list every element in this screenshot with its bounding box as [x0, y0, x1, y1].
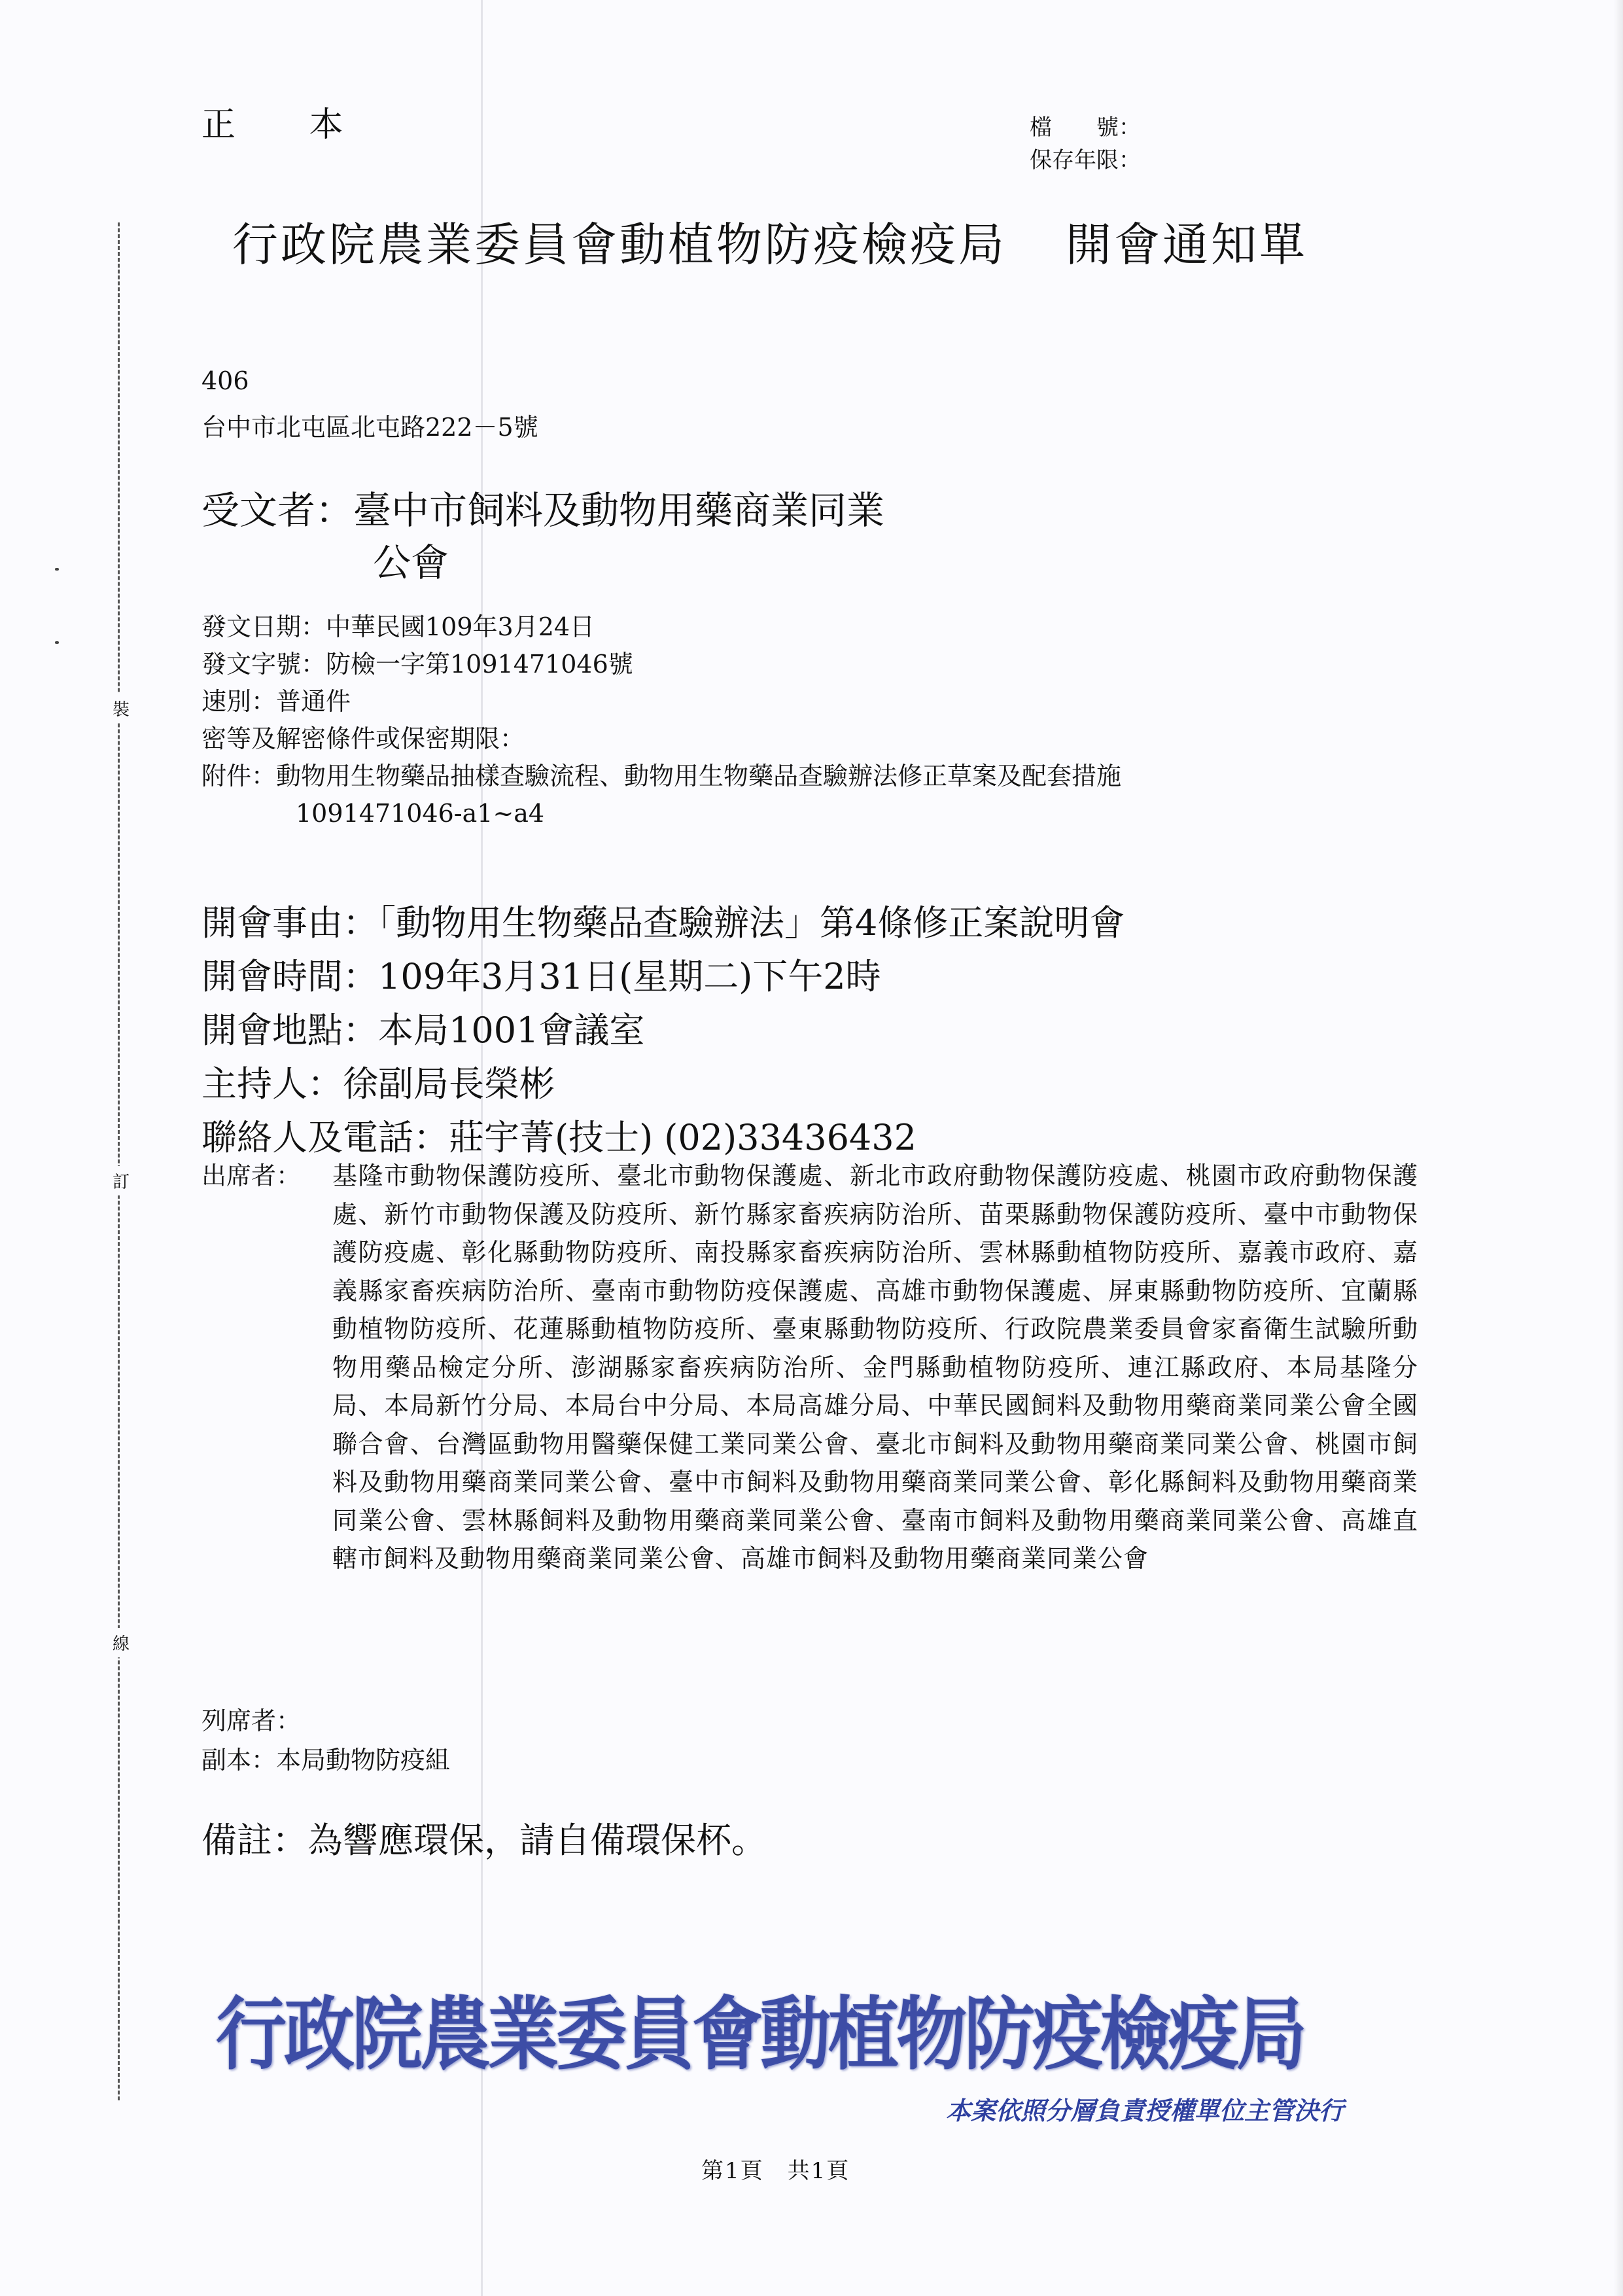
carbon-copy: 副本：本局動物防疫組 [201, 1746, 451, 1775]
meeting-contact: 聯絡人及電話：莊宇菁(技士) (02)33436432 [201, 1117, 916, 1158]
delegation-stamp: 本案依照分層負責授權單位主管決行 [946, 2096, 1344, 2125]
meeting-details [201, 896, 1125, 1165]
recipient-address: 台中市北屯區北屯路222－5號 [201, 413, 538, 442]
meeting-time: 開會時間：109年3月31日(星期二)下午2時 [201, 956, 881, 997]
attachment: 附件：動物用生物藥品抽樣查驗流程、動物用生物藥品查驗辦法修正草案及配套措施 [201, 762, 1122, 790]
meeting-place: 開會地點：本局1001會議室 [201, 1010, 645, 1051]
file-info [1030, 111, 1141, 177]
paper-edge-shadow [1614, 0, 1623, 2296]
document-title [232, 208, 1308, 274]
meeting-reason: 開會事由：「動物用生物藥品查驗辦法」第4條修正案說明會 [201, 902, 1125, 944]
agency-seal-stamp: 行政院農業委員會動植物防疫檢疫局 [216, 1989, 1305, 2081]
recipient-block [201, 484, 1052, 589]
attendees-label: 出席者： [201, 1161, 302, 1190]
document-type: 開會通知單 [1066, 218, 1308, 272]
page-number: 第1頁 共1頁 [701, 2158, 850, 2184]
binding-line [118, 222, 120, 2100]
binding-mark-ding: 訂 [113, 1166, 130, 1195]
delivery-speed: 速別：普通件 [201, 687, 351, 716]
meeting-chair: 主持人：徐副局長榮彬 [201, 1063, 555, 1104]
agency-name: 行政院農業委員會動植物防疫檢疫局 [232, 218, 1007, 272]
postal-code: 406 [201, 366, 249, 395]
paper-speck [55, 641, 59, 644]
issue-date: 發文日期：中華民國109年3月24日 [201, 612, 595, 641]
attendees [201, 1157, 1431, 1578]
attachment-code: 1091471046-a1~a4 [296, 799, 545, 828]
binding-mark-xian: 線 [113, 1628, 130, 1657]
file-number-label: 檔 號： [1030, 115, 1141, 141]
paper-speck [55, 568, 59, 571]
retention-period-label: 保存年限： [1030, 147, 1141, 173]
document-number: 發文字號：防檢一字第1091471046號 [201, 650, 633, 679]
binding-mark-zhuang: 裝 [113, 694, 130, 723]
recipient-line-2: 公會 [373, 540, 449, 585]
document-meta [201, 609, 1121, 832]
secrecy-level: 密等及解密條件或保密期限： [201, 724, 525, 753]
recipient-line-1: 受文者：臺中市飼料及動物用藥商業同業 [201, 488, 885, 533]
remark: 備註：為響應環保，請自備環保杯。 [201, 1820, 767, 1861]
attendees-list: 基隆市動物保護防疫所、臺北市動物保護處、新北市政府動物保護防疫處、桃園市政府動物保護處、新竹市動物保護及防疫所、新竹縣家畜疾病防治所、苗栗縣動物保護防疫所、臺中市動物保護防疫處、彰化縣動物防疫所、南投縣家畜疾病防治所、雲林縣動植物防疫所、嘉義市政府、嘉義縣家畜疾病防治所、臺南市動物防疫保護處、高雄市動物保護處、屏東縣動物防疫所、宜蘭縣動植物防疫所、花蓮縣動植物防疫所、臺東縣動物防疫所、行政院農業委員會家畜衛生試驗所動物用藥品檢定分所、澎湖縣家畜疾病防治所、金門縣動植物防疫所、連江縣政府、本局基隆分局、本局新竹分局、本局台中分局、本局高雄分局、中華民國飼料及動物用藥商業同業公會全國聯合會、台灣區動物用醫藥保健工業同業公會、臺北市飼料及動物用藥商業同業公會、桃園市飼料及動物用藥商業同業公會、臺中市飼料及動物用藥商業同業公會、彰化縣飼料及動物用藥商業同業公會、雲林縣飼料及動物用藥商業同業公會、臺南市飼料及動物用藥商業同業公會、高雄直轄市飼料及動物用藥商業同業公會、高雄市飼料及動物用藥商業同業公會 [332, 1161, 1418, 1573]
original-copy-mark: 正 本 [201, 105, 375, 145]
distribution [201, 1701, 450, 1780]
observers: 列席者： [201, 1706, 302, 1735]
